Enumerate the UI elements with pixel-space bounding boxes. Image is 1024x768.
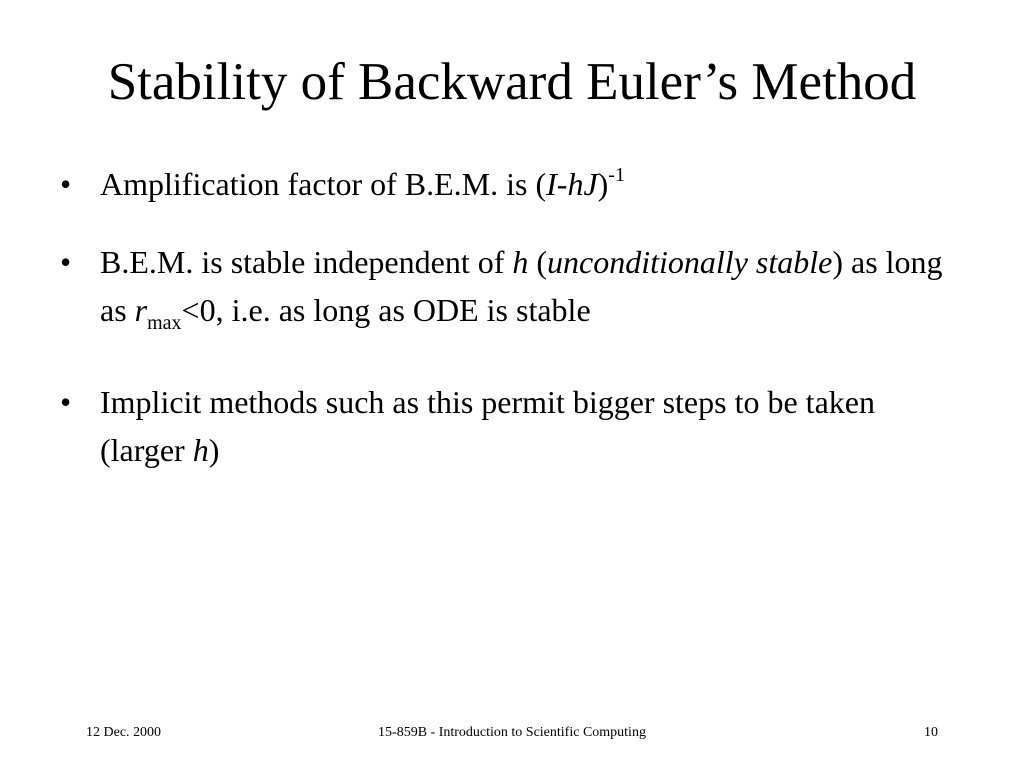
bullet-text: ) as long as (100, 244, 943, 328)
bullet-text: Implicit methods such as this permit bigger steps to be taken (larger (100, 384, 875, 468)
bullet-marker: • (60, 244, 72, 280)
bullet-item-amplification (60, 160, 960, 208)
bullet-text: ) (208, 432, 220, 468)
bullet-list (60, 160, 960, 474)
math-expression: I-hJ (546, 166, 598, 202)
subscript: max (147, 312, 182, 334)
superscript: -1 (608, 164, 625, 186)
bullet-item-implicit (60, 378, 960, 474)
bullet-marker: • (60, 166, 72, 202)
bullet-text: <0, i.e. as long as ODE is stable (181, 292, 591, 328)
bullet-text: B.E.M. is stable independent of (100, 244, 513, 280)
italic-phrase: unconditionally stable (547, 244, 833, 280)
bullet-text: Amplification factor of B.E.M. is ( (100, 166, 547, 202)
bullet-marker: • (60, 384, 72, 420)
math-variable-h: h (512, 244, 529, 280)
slide-title: Stability of Backward Euler’s Method (107, 53, 917, 111)
math-variable-r: r (134, 292, 148, 328)
bullet-text: ( (528, 244, 548, 280)
bullet-text: ) (597, 166, 609, 202)
bullet-item-stability (60, 238, 960, 334)
math-variable-h: h (192, 432, 209, 468)
footer-date: 12 Dec. 2000 (86, 725, 162, 740)
footer-course: 15-859B - Introduction to Scientific Computing (378, 725, 646, 740)
footer-page-number: 10 (924, 725, 938, 740)
